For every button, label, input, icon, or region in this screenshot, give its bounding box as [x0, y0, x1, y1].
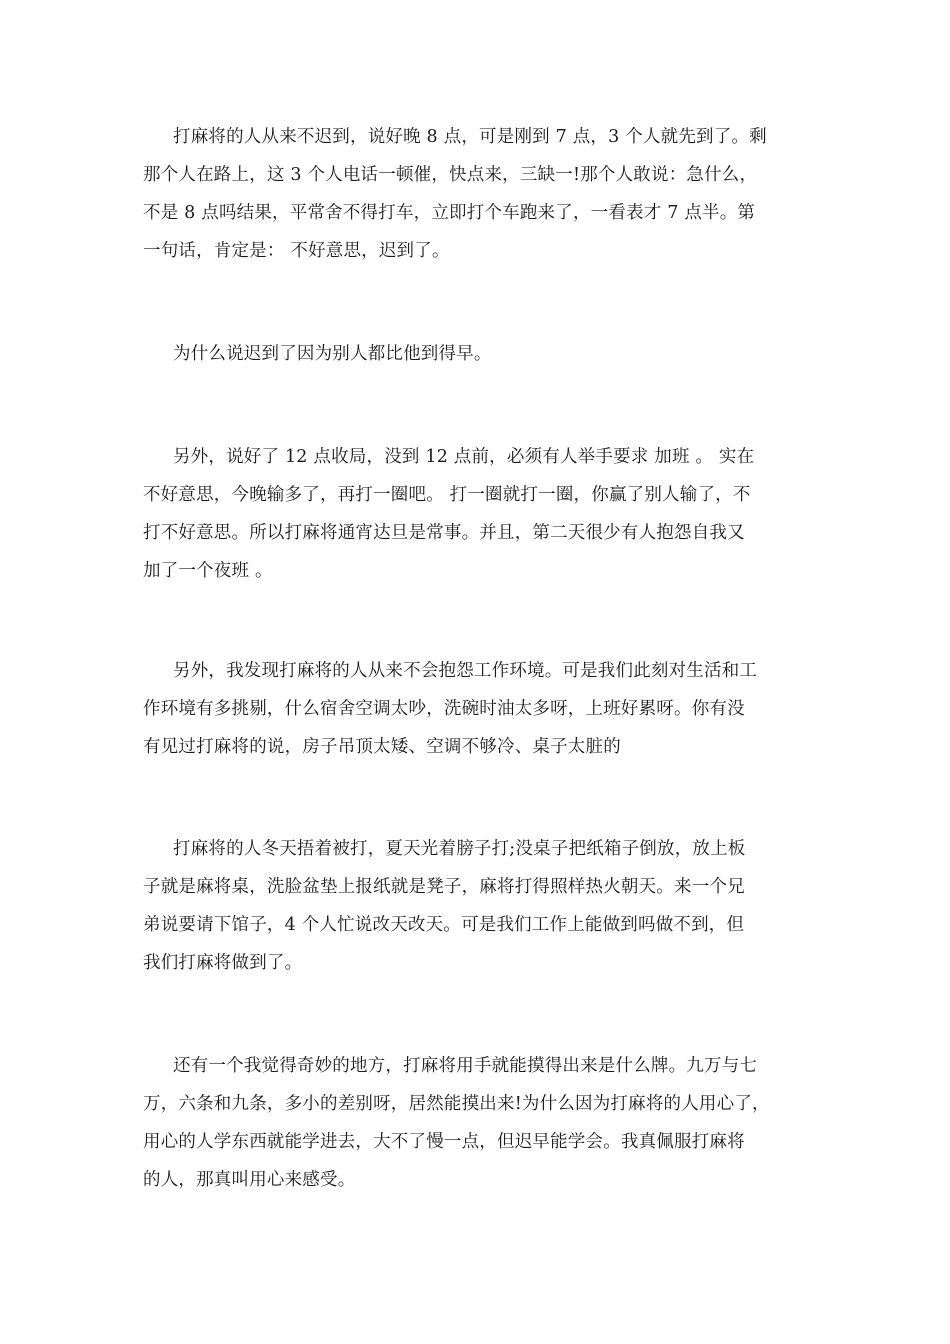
text-line: 那个人在路上，这 3 个人电话一顿催，快点来，三缺一!那个人敢说：急什么， [143, 165, 758, 185]
text-line: 一句话，肯定是： 不好意思，迟到了。 [143, 241, 450, 261]
text-line: 不是 8 点吗结果，平常舍不得打车，立即打个车跑来了，一看表才 7 点半。第 [143, 203, 756, 223]
text-line: 打不好意思。所以打麻将通宵达旦是常事。并且，第二天很少有人抱怨自我又 [143, 523, 745, 543]
paragraph-2 [143, 335, 823, 373]
paragraph-5 [143, 830, 823, 982]
text-line: 另外，我发现打麻将的人从来不会抱怨工作环境。可是我们此刻对生活和工 [173, 661, 758, 681]
paragraph-6 [143, 1047, 823, 1199]
text-line: 还有一个我觉得奇妙的地方，打麻将用手就能摸得出来是什么牌。九万与七 [173, 1056, 758, 1076]
text-line: 打麻将的人从来不迟到，说好晚 8 点，可是刚到 7 点，3 个人就先到了。剩 [173, 127, 767, 147]
text-line: 作环境有多挑剔，什么宿舍空调太吵，洗碗时油太多呀，上班好累呀。你有没 [143, 699, 745, 719]
paragraph-1 [143, 118, 823, 270]
paragraph-4 [143, 652, 823, 766]
text-line: 弟说要请下馆子，4 个人忙说改天改天。可是我们工作上能做到吗做不到，但 [143, 915, 745, 935]
text-line: 不好意思，今晚输多了，再打一圈吧。 打一圈就打一圈，你赢了别人输了，不 [143, 485, 751, 505]
text-line: 另外，说好了 12 点收局，没到 12 点前，必须有人举手要求 加班 。 实在 [173, 447, 755, 467]
text-line: 加了一个夜班 。 [143, 561, 273, 581]
text-line: 我们打麻将做到了。 [143, 953, 303, 973]
text-line: 子就是麻将桌，洗脸盆垫上报纸就是凳子，麻将打得照样热火朝天。来一个兄 [143, 877, 745, 897]
paragraph-3 [143, 438, 823, 590]
text-line: 打麻将的人冬天捂着被打，夏天光着膀子打;没桌子把纸箱子倒放，放上板 [173, 839, 746, 859]
text-line: 用心的人学东西就能学进去，大不了慢一点，但迟早能学会。我真佩服打麻将 [143, 1132, 745, 1152]
text-line: 的人，那真叫用心来感受。 [143, 1170, 356, 1190]
text-line: 为什么说迟到了因为别人都比他到得早。 [173, 344, 492, 364]
text-line: 万，六条和九条，多小的差别呀，居然能摸出来!为什么因为打麻将的人用心了， [143, 1094, 770, 1114]
text-line: 有见过打麻将的说，房子吊顶太矮、空调不够冷、桌子太脏的 [143, 737, 621, 757]
